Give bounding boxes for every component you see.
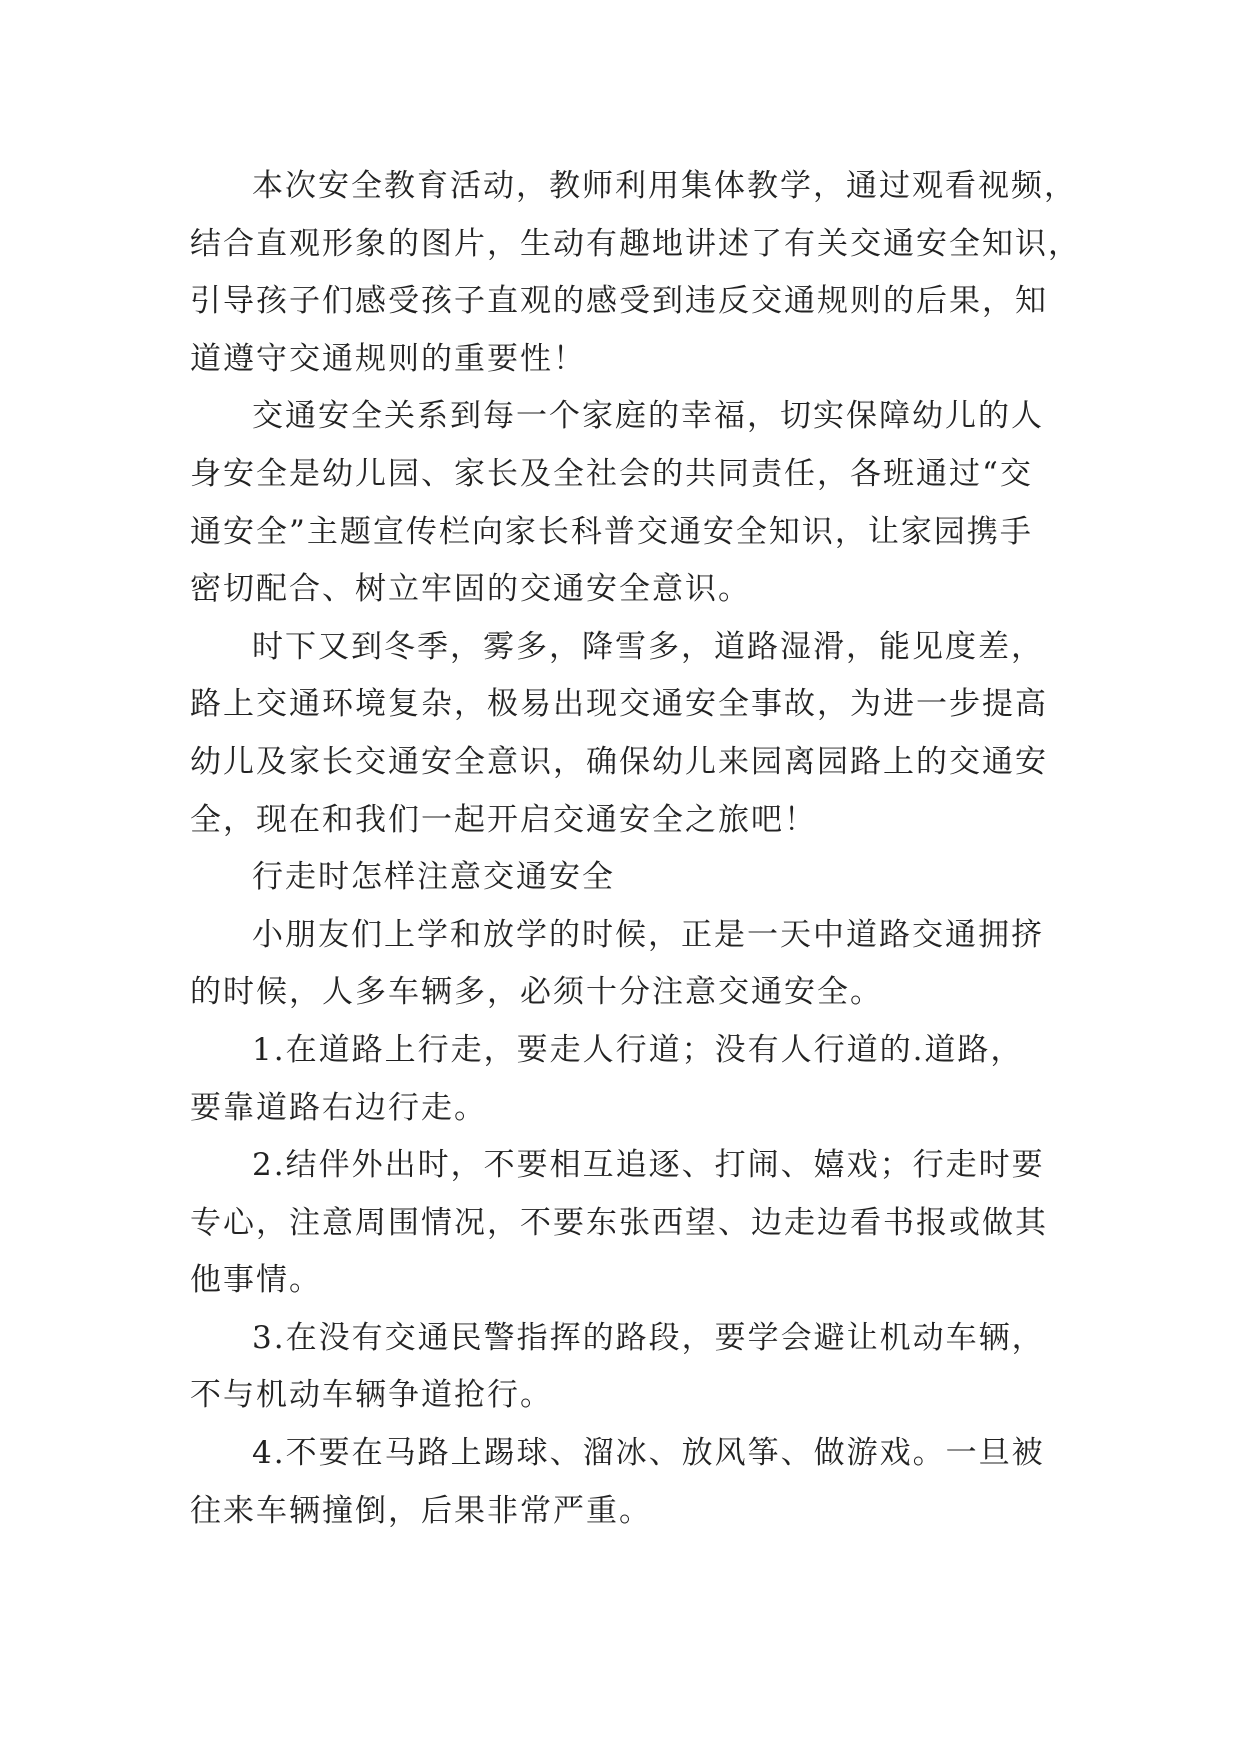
list-item-rule-3 (190, 1310, 1070, 1425)
paragraph-family-safety (190, 388, 1070, 618)
text-line: 的时候，人多车辆多，必须十分注意交通安全。 (190, 974, 883, 1011)
text-line: 3.在没有交通民警指挥的路段，要学会避让机动车辆， (252, 1319, 1045, 1356)
text-line: 1.在道路上行走，要走人行道；没有人行道的.道路， (252, 1031, 1024, 1068)
text-line: 结合直观形象的图片，生动有趣地讲述了有关交通安全知识， (190, 225, 1081, 262)
text-line: 小朋友们上学和放学的时候，正是一天中道路交通拥挤 (252, 916, 1044, 953)
text-line: 道遵守交通规则的重要性！ (190, 340, 586, 377)
paragraph-rush-hour (190, 907, 1070, 1022)
text-line: 往来车辆撞倒，后果非常严重。 (190, 1492, 652, 1529)
text-line: 时下又到冬季，雾多，降雪多，道路湿滑，能见度差， (252, 628, 1044, 665)
text-line: 全，现在和我们一起开启交通安全之旅吧！ (190, 801, 817, 838)
text-line: 4.不要在马路上踢球、溜冰、放风筝、做游戏。一旦被 (252, 1435, 1045, 1472)
text-line: 交通安全关系到每一个家庭的幸福，切实保障幼儿的人 (252, 398, 1044, 435)
text-line: 引导孩子们感受孩子直观的感受到违反交通规则的后果，知 (190, 283, 1048, 320)
text-line: 本次安全教育活动，教师利用集体教学，通过观看视频， (252, 168, 1077, 204)
text-line: 他事情。 (190, 1262, 322, 1299)
paragraph-activity-summary (190, 158, 1081, 388)
list-item-rule-2 (190, 1137, 1070, 1310)
text-line: 行走时怎样注意交通安全 (252, 859, 615, 896)
list-item-rule-1 (190, 1022, 1070, 1137)
text-line: 专心，注意周围情况，不要东张西望、边走边看书报或做其 (190, 1204, 1048, 1241)
text-line: 身安全是幼儿园、家长及全社会的共同责任，各班通过“交 (190, 455, 1033, 492)
document-body (190, 158, 1081, 1540)
text-line: 要靠道路右边行走。 (190, 1089, 487, 1126)
section-heading-walking-safety (190, 849, 1070, 907)
text-line: 2.结伴外出时，不要相互追逐、打闹、嬉戏；行走时要 (252, 1147, 1045, 1184)
text-line: 密切配合、树立牢固的交通安全意识。 (190, 571, 751, 608)
text-line: 幼儿及家长交通安全意识，确保幼儿来园离园路上的交通安 (190, 743, 1048, 780)
list-item-rule-4 (190, 1425, 1070, 1540)
text-line: 路上交通环境复杂，极易出现交通安全事故，为进一步提高 (190, 686, 1048, 723)
paragraph-winter-conditions (190, 619, 1070, 849)
text-line: 通安全”主题宣传栏向家长科普交通安全知识，让家园携手 (190, 513, 1033, 550)
text-line: 不与机动车辆争道抢行。 (190, 1377, 553, 1414)
